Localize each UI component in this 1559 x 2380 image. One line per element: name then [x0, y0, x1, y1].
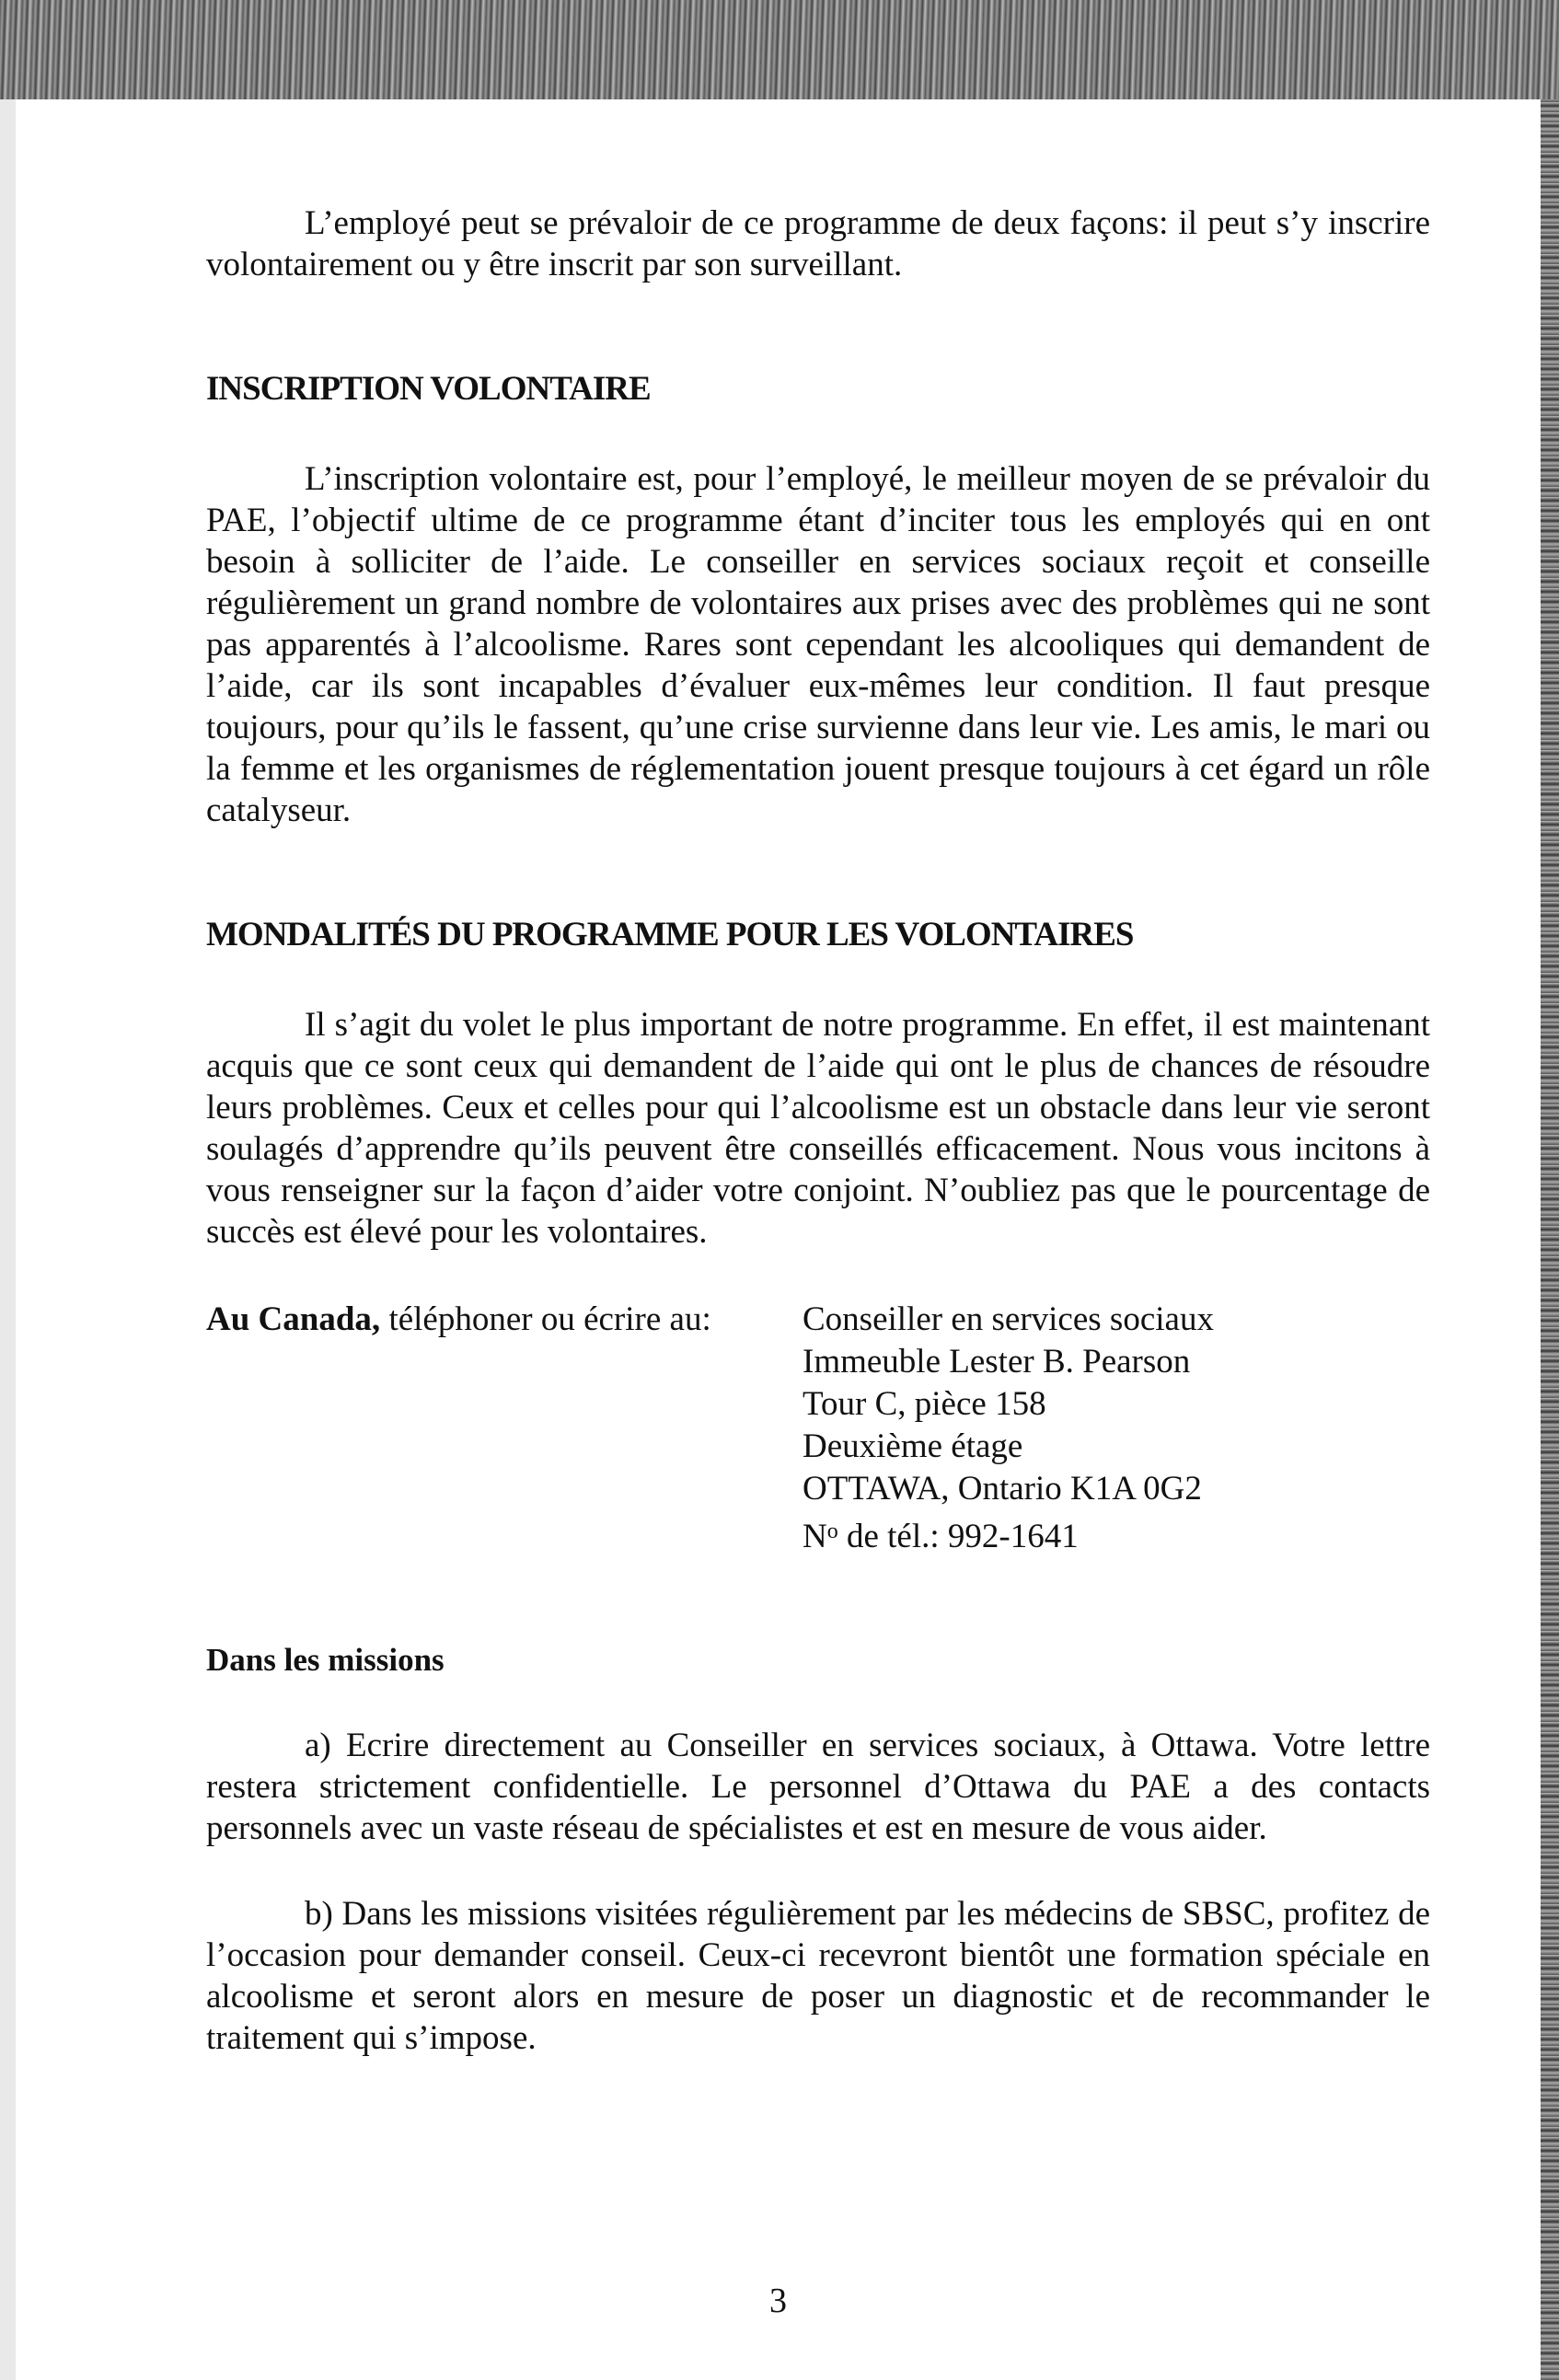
page-number: 3	[769, 2282, 787, 2320]
heading-modalites-programme: MONDALITÉS DU PROGRAMME POUR LES VOLONTAIRES	[206, 916, 1134, 953]
phone-line: $N^o$ de tél.: 992-1641	[803, 1518, 1079, 1555]
page-content	[206, 202, 1430, 2059]
scan-border-right	[1541, 99, 1559, 2380]
missions-item-b: b) Dans les missions visitées régulièrement par les médecins de SBSC, profitez de l’occasion pour demander conseil. Ceux-ci recevront bientôt une formation spéciale en alcoolisme et seront alors en mesure de poser un diagnostic et de recommander le traitement qui s’impose.	[206, 1895, 1430, 2057]
missions-item-a: a) Ecrire directement au Conseiller en services sociaux, à Ottawa. Votre lettre restera strictement confidentielle. Le personnel d’Ottawa du PAE a des contacts personnels avec un vaste réseau de spécialistes et est en mesure de vous aider.	[206, 1727, 1430, 1847]
address-line: Conseiller en services sociaux	[803, 1300, 1214, 1338]
paragraph-inscription-volontaire: L’inscription volontaire est, pour l’employé, le meilleur moyen de se prévaloir du PAE, l’objectif ultime de ce programme étant d’inciter tous les employés qui en ont besoin à solliciter de l’aide. Le conseiller en services sociaux reçoit et conseille régulièrement un grand nombre de volontaires aux prises avec des problèmes qui ne sont pas apparentés à l’alcoolisme. Rares sont cependant les alcooliques qui demandent de l’aide, car ils sont incapables d’évaluer eux-mêmes leur condition. Il faut presque toujours, pour qu’ils le fassent, qu’une crise survienne dans leur vie. Les amis, le mari ou la femme et les organismes de réglementation jouent presque toujours à cet égard un rôle catalyseur.	[206, 460, 1430, 829]
address-line: OTTAWA, Ontario K1A 0G2	[803, 1470, 1202, 1508]
contact-label: Au Canada, téléphoner ou écrire au:	[206, 1300, 711, 1338]
intro-paragraph: L’employé peut se prévaloir de ce programme de deux façons: il peut s’y inscrire volontairement ou y être inscrit par son surveillant.	[206, 204, 1430, 283]
heading-dans-les-missions: Dans les missions	[206, 1642, 445, 1678]
address-line: Deuxième étage	[803, 1427, 1023, 1465]
document-page	[16, 99, 1541, 2380]
contact-address	[803, 1299, 1214, 1558]
address-line: Tour C, pièce 158	[803, 1385, 1046, 1423]
scan-border-top	[0, 0, 1559, 99]
heading-inscription-volontaire: INSCRIPTION VOLONTAIRE	[206, 370, 651, 408]
paragraph-modalites-programme: Il s’agit du volet le plus important de notre programme. En effet, il est maintenant acquis que ce sont ceux qui demandent de l’aide qui ont le plus de chances de résoudre leurs problèmes. Ceux et celles pour qui l’alcoolisme est un obstacle dans leur vie seront soulagés d’apprendre qu’ils peuvent être conseillés efficacement. Nous vous incitons à vous renseigner sur la façon d’aider votre conjoint. N’oubliez pas que le pourcentage de succès est élevé pour les volontaires.	[206, 1006, 1430, 1251]
address-line: Immeuble Lester B. Pearson	[803, 1343, 1191, 1381]
contact-block	[206, 1299, 1430, 1558]
